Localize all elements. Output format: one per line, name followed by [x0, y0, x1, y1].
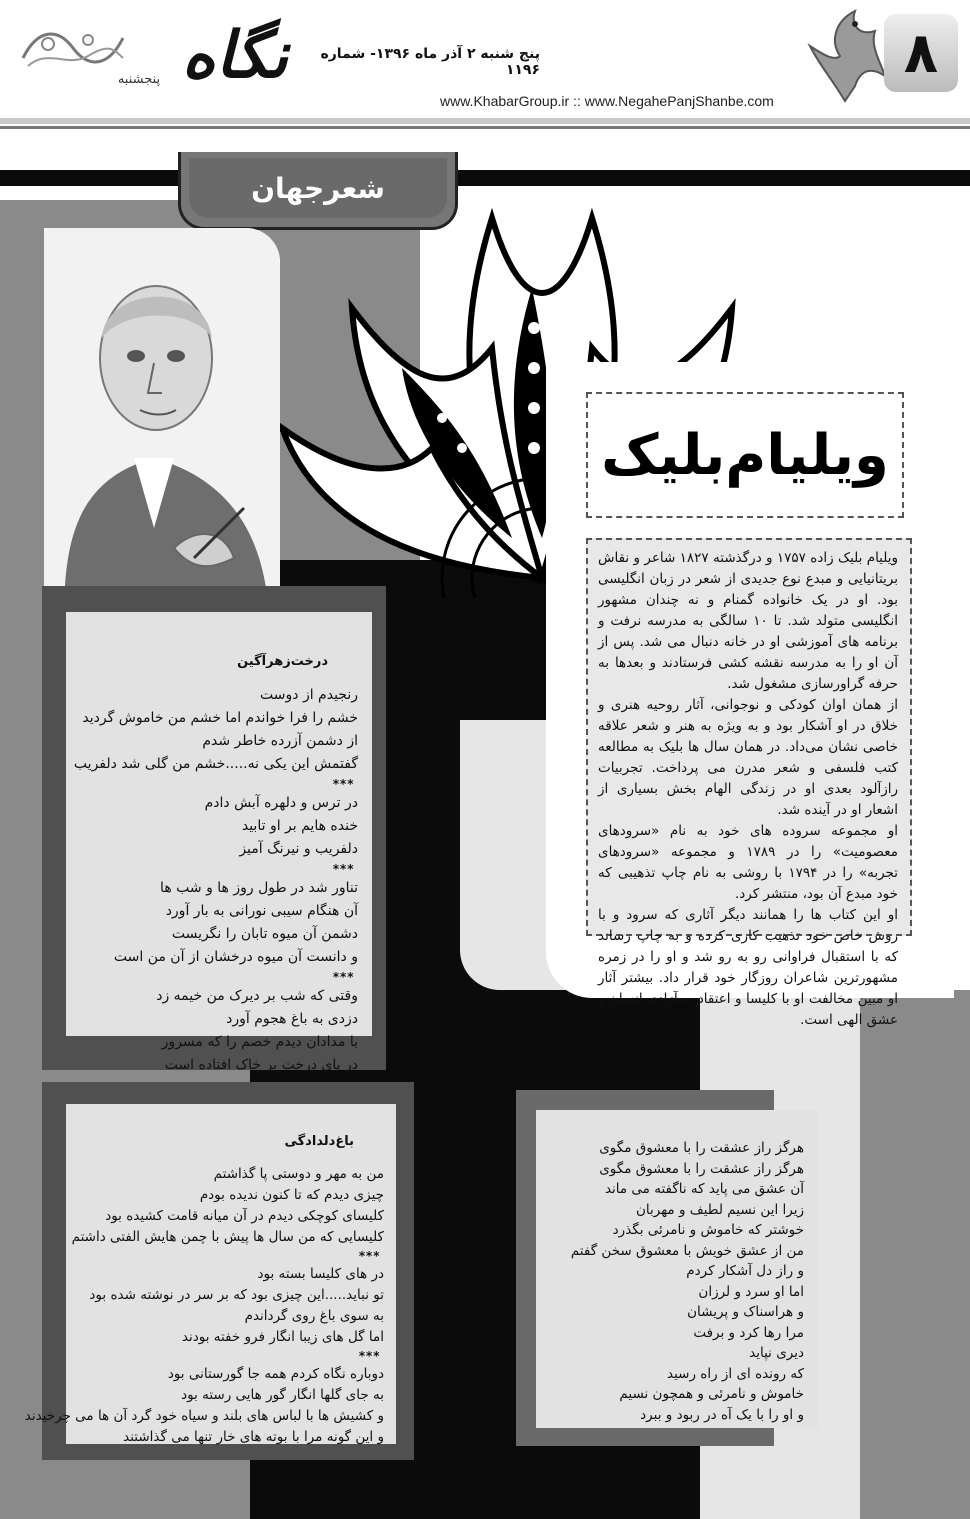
poem-line: به سوی باغ روی گرداندم: [244, 1308, 384, 1324]
poem-line: و هراسناک و پریشان: [687, 1304, 804, 1320]
stanza-separator: ***: [358, 1249, 380, 1263]
poem-line: در پای درخت بر خاک افتاده است: [164, 1057, 358, 1073]
poem-line: و راز دل آشکار کردم: [686, 1263, 804, 1279]
poem-line: گفتمش این یکی نه.....خشم من گلی شد دلفریب: [73, 756, 358, 772]
stanza-separator: ***: [332, 970, 354, 984]
poem-line: کلیسای کوچکی دیدم در آن میانه قامت کشیده بود: [105, 1208, 384, 1224]
poem2-title: باغ‌دلدادگی: [284, 1134, 354, 1149]
poem-line: چیزی دیدم که تا کنون ندیده بودم: [199, 1187, 384, 1203]
logo-title: نگاه: [181, 17, 289, 93]
section-tab: [178, 152, 458, 230]
section-header-bar: [0, 170, 970, 186]
bio-paragraph: او این کتاب ها را همانند دیگر آثاری که سرود و با روش خاص خود تذهیب کاری کرده و به چاپ رساند که با استقبال فراوانی رو به رو شد و او را در زمره مشهورترین شاعران روزگار خود قرار داد. بیشتر آثار او مبین مخالفت او با کلیسا و اعتقاد به آزادی انسان و عشق الهی است.: [598, 907, 898, 1028]
stanza-separator: ***: [332, 862, 354, 876]
poem-line: تو نباید.....این چیزی بود که بر سر در نوشته شده بود: [89, 1287, 384, 1303]
poem-line: هرگز راز عشقت را با معشوق مگوی: [599, 1160, 804, 1177]
page-number: ۸: [884, 14, 958, 92]
section-title: شعرجهان: [189, 158, 447, 218]
poem-line: خنده هایم بر او تابید: [241, 818, 358, 834]
poem-line: مرا رها کرد و برفت: [693, 1324, 804, 1341]
poem-line: کلیسایی که من سال ها پیش با چمن هایش الفتی داشتم: [71, 1229, 384, 1245]
poem-line: آن عشق می پاید که ناگفته می ماند: [604, 1181, 804, 1197]
poem-line: من از عشق خویش با معشوق سخن گفتم: [570, 1242, 804, 1259]
poem-line: اما او سرد و لرزان: [698, 1283, 804, 1300]
header-divider: [0, 118, 970, 124]
poem-line: در های کلیسا بسته بود: [257, 1266, 384, 1282]
poem-line: خاموش و نامرئی و همچون نسیم: [619, 1386, 804, 1402]
right-gray-band: [860, 990, 970, 1519]
poem1-box: [66, 612, 372, 1073]
poem-line: من به مهر و دوستی پا گذاشتم: [213, 1166, 384, 1182]
poem-line: دلفریب و نیرنگ آمیز: [239, 841, 358, 857]
poem-line: و این گونه مرا با بوته های خار تنها می گذاشتند: [123, 1429, 384, 1445]
poem-line: در ترس و دلهره آبش دادم: [204, 795, 358, 811]
poem-line: که رونده ای از راه رسید: [667, 1365, 804, 1382]
poem-line: آن هنگام سیبی نورانی به بار آورد: [165, 903, 358, 919]
issue-date-line: پنج شنبه ۲ آذر ماه ۱۳۹۶- شماره ۱۱۹۶: [320, 46, 540, 78]
phoenix-bird-icon: [800, 6, 890, 110]
logo-subtitle: پنجشنبه: [117, 72, 161, 87]
header-divider-dark: [0, 126, 970, 129]
stanza-separator: ***: [358, 1349, 380, 1363]
poem-line: دزدی به باغ هجوم آورد: [226, 1011, 358, 1027]
biography-box: [586, 538, 912, 1028]
poem-line: هرگز راز عشقت را با معشوق مگوی: [599, 1140, 804, 1156]
poem-line: و او را با یک آه در ربود و ببرد: [640, 1406, 804, 1423]
poem-line: دشمن آن میوه تابان را نگریست: [171, 926, 358, 942]
poem-line: دیری نپاید: [749, 1345, 804, 1361]
poem-line: خشم را فرا خواندم اما خشم من خاموش گردید: [82, 710, 358, 726]
portrait-william-blake: [44, 228, 280, 616]
poem-line: اما گل های زیبا انگار فرو خفته بودند: [181, 1329, 384, 1345]
stanza-separator: ***: [332, 777, 354, 791]
website-urls: www.KhabarGroup.ir :: www.NegahePanjShanbe.com: [440, 93, 774, 109]
poem-line: از دشمن آزرده خاطر شدم: [202, 733, 358, 749]
poem-line: با مدادان دیدم خصم را که مسرور: [161, 1034, 358, 1050]
poem3-box: [536, 1110, 818, 1428]
poem-line: وقتی که شب بر دیرک من خیمه زد: [156, 988, 358, 1004]
poem-line: رنجیدم از دوست: [260, 687, 358, 703]
poem-line: خوشتر که خاموش و نامرئی بگذرد: [612, 1222, 804, 1238]
poem2-box: [24, 1104, 396, 1445]
page-header: [0, 0, 970, 135]
poem-line: و کشیش ها با لباس های بلند و سیاه خود گرد آن ها می چرخیدند: [24, 1408, 384, 1424]
bio-paragraph: از همان اوان کودکی و نوجوانی، آثار روحیه هنری و خلاق در او آشکار بود و به ویژه به هنر و شعر علاقه خاصی نشان می‌داد. در همان سال ها بلیک به مطالعه کتب فلسفی و شعر مدرن می پرداخت. تجربیات رازآلود بعدی او در زندگی الهام بخش بسیاری از اشعار او در آینده شد.: [598, 697, 898, 818]
bio-paragraph: او مجموعه سروده های خود به نام «سرودهای معصومیت» را در ۱۷۸۹ و مجموعه «سرودهای تجربه» را در ۱۷۹۴ با روشی به نام چاپ تذهیبی که خود مبدع آن بود، منتشر کرد.: [598, 823, 899, 902]
poem-line: تناور شد در طول روز ها و شب ها: [160, 880, 358, 896]
poem-line: به جای گلها انگار گور هایی رسته بود: [181, 1387, 384, 1403]
poem1-title: درخت‌زهرآگین: [237, 654, 328, 669]
article-title: ویلیام‌بلیک: [586, 392, 904, 518]
poem-line: زیرا این نسیم لطیف و مهربان: [635, 1201, 804, 1218]
bio-paragraph: ویلیام بلیک زاده ۱۷۵۷ و درگذشته ۱۸۲۷ شاعر و نقاش بریتانیایی و مبدع نوع جدیدی از شعر در زبان انگلیسی بود. او در یک خانواده گمنام و نه چندان مشهور انگلیسی متولد شد. تا ۱۰ سالگی به مدرسه نرفت و برنامه های آموزشی او در خانه دنبال می شد. پس از آن او را به مدرسه نقشه کشی فرستادند و بعدها به حرفه گراورسازی مشغول شد.: [598, 550, 899, 692]
poem-line: و دانست آن میوه درخشان از آن من است: [113, 949, 358, 965]
poem-line: دوباره نگاه کردم همه جا گورستانی بود: [167, 1366, 384, 1382]
